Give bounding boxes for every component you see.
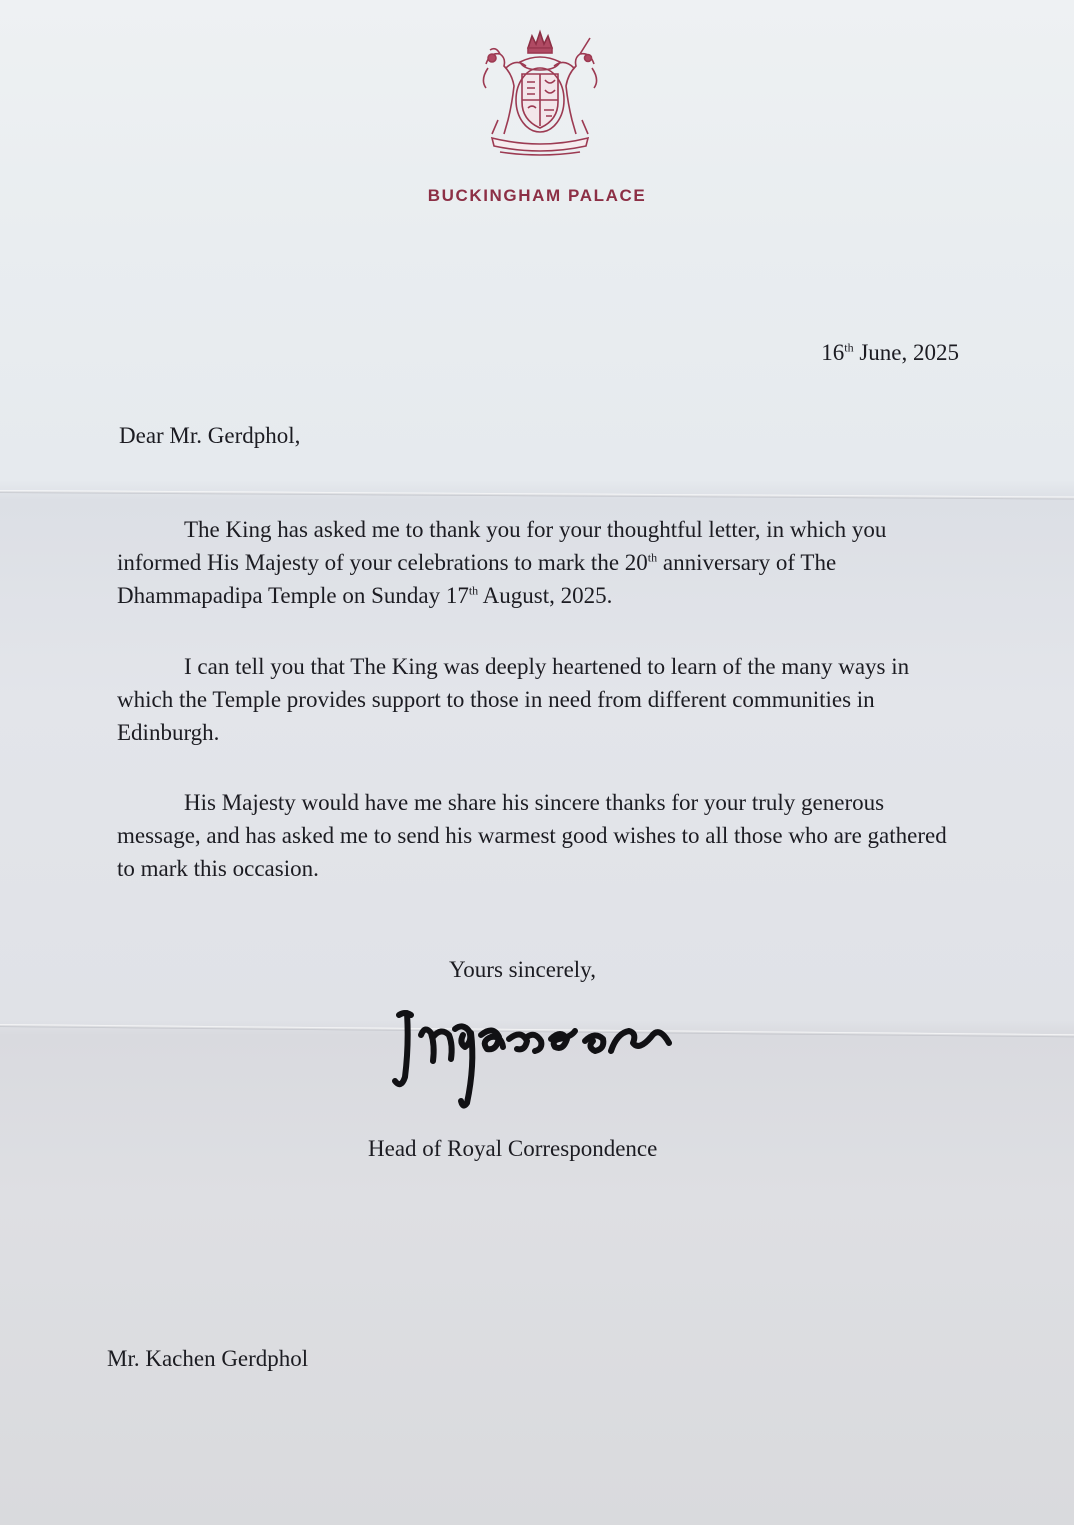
fold-crease-upper xyxy=(0,490,1074,500)
body-paragraph-2: I can tell you that The King was deeply heartened to learn of the many ways in which the Temple provides support to those in need from different communities in Edinburgh. xyxy=(117,654,910,745)
signatory-role: Head of Royal Correspondence xyxy=(368,1136,658,1161)
salutation: Dear Mr. Gerdphol, xyxy=(119,423,301,448)
body-paragraph-3: His Majesty would have me share his sincere thanks for your truly generous message, and has asked me to send his warmest good wishes to all those who are gathered to mark this occasion. xyxy=(117,790,947,881)
handwritten-signature xyxy=(385,985,685,1115)
recipient-name: Mr. Kachen Gerdphol xyxy=(107,1346,309,1371)
date-rest: June, 2025 xyxy=(853,340,959,365)
p1-text-a: The King has asked me to thank you for your thoughtful letter, in which you informed His Majesty of your celebrations to mark the 20 xyxy=(117,517,887,575)
closing: Yours sincerely, xyxy=(449,957,596,982)
p1-text-c: August, 2025. xyxy=(478,583,613,608)
body-paragraph-1 xyxy=(117,513,947,612)
p1-sup-b: th xyxy=(468,583,479,598)
date-suffix: th xyxy=(844,340,854,355)
date-day: 16 xyxy=(821,340,845,365)
letterhead-title: BUCKINGHAM PALACE xyxy=(427,186,647,205)
letter-date xyxy=(821,340,959,366)
p1-sup-a: th xyxy=(647,550,658,565)
p1-text-b: anniversary of The Dhammapadipa Temple on Sunday 17 xyxy=(117,550,837,608)
royal-coat-of-arms-logo xyxy=(470,24,610,158)
